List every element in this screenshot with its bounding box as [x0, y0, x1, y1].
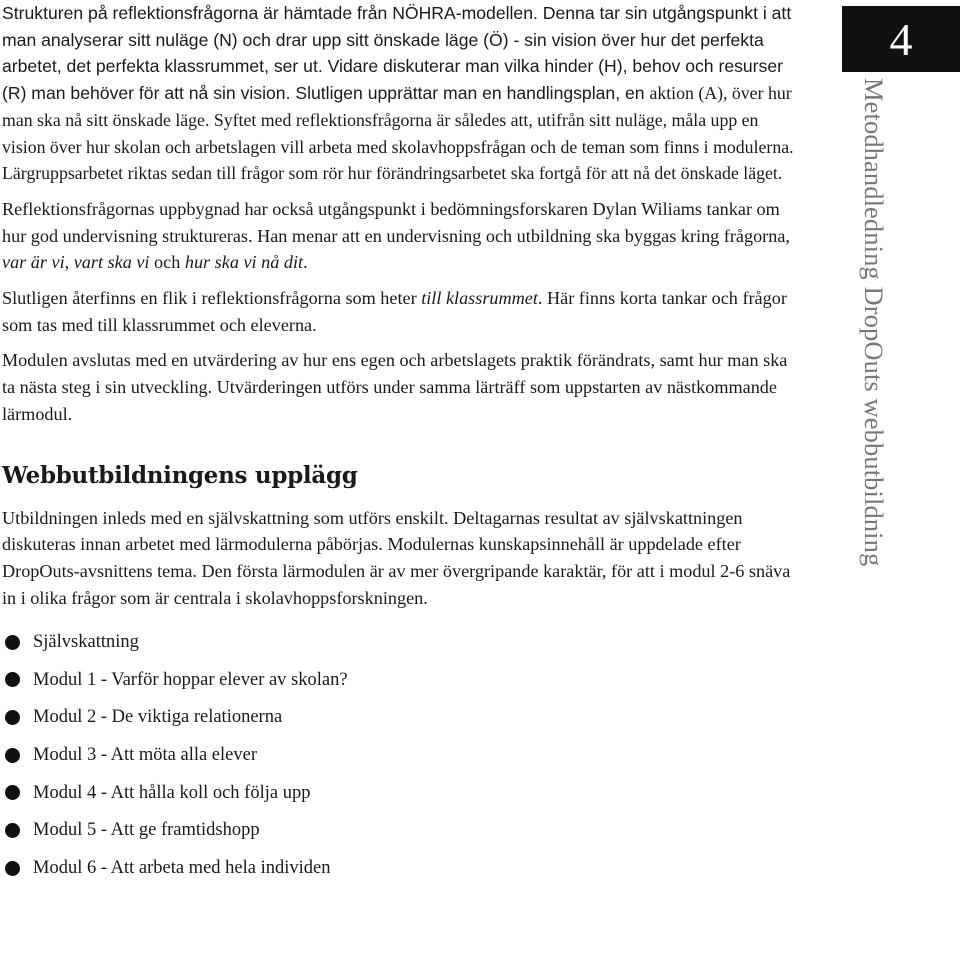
paragraph-dylan-wiliam-end: . [303, 252, 308, 273]
list-item [2, 849, 802, 887]
paragraph-utvardering: Modulen avslutas med en utvärdering av hur ens egen och arbetslagets praktik förändrats, samt hur man ska ta nästa steg i sin utveckling. Utvärderingen utförs under samma lärträff som uppstarten av nästkommande lärmodul. [2, 350, 788, 424]
list-item-label: Modul 4 - Att hålla koll och följa upp [33, 782, 311, 803]
paragraph-dylan-wiliam [2, 196, 802, 276]
bullet-icon [5, 710, 20, 725]
paragraph-dylan-wiliam-text: Reflektionsfrågornas uppbygnad har också utgångspunkt i bedömningsforskaren Dylan Wiliams tankar om hur god undervisning struktureras. Han menar att en undervisning och utbildning ska byggas kring frågorna, [2, 198, 790, 246]
bullet-icon [5, 748, 20, 763]
list-item-label: Modul 1 - Varför hoppar elever av skolan? [33, 669, 348, 690]
list-item [2, 661, 802, 699]
bullet-icon [5, 672, 20, 687]
emphasis-till-klassrummet: till klassrummet [421, 288, 538, 309]
chapter-number-badge [842, 6, 960, 72]
paragraph-dylan-wiliam-mid: och [149, 252, 185, 273]
paragraph-till-klassrummet-end: . Här finns korta tankar och frågor som tas med till klassrummet och eleverna. [2, 288, 787, 335]
emphasis-hur-ska-vi-na-dit: hur ska vi nå dit [184, 252, 304, 273]
side-running-title: Metodhandledning DropOuts webbutbildning [859, 78, 889, 567]
paragraph-nohra-part2: aktion (A), över hur man ska nå sitt önskade läge. Syftet med reflektionsfrågorna är således att, utifrån sitt nuläge, måla upp en vision över hur skolan och arbetslagen vill arbeta med skolavhoppsfrågan och de teman som finns i modulerna. Lärgruppsarbetet riktas sedan till frågor som rör hur förändringsarbetet ska fortgå för att nå det önskade läget. [2, 83, 794, 184]
bullet-icon [5, 635, 20, 650]
paragraph-till-klassrummet-text: Slutligen återfinns en flik i reflektionsfrågorna som heter [2, 288, 422, 309]
paragraph-nohra [2, 0, 802, 187]
section-paragraph: Utbildningen inleds med en självskattning som utförs enskilt. Deltagarnas resultat av självskattningen diskuteras innan arbetet med lärmodulerna påbörjas. Modulernas kunskapsinnehåll är uppdelade efter DropOuts-avsnittens tema. Den första lärmodulen är av mer övergripande karaktär, för att i modul 2-6 snäva in i olika frågor som är centrala i skolavhoppsforskningen. [2, 507, 791, 608]
list-item [2, 812, 802, 850]
list-item-label: Självskattning [33, 631, 139, 652]
chapter-number: 4 [889, 13, 913, 65]
emphasis-var-ar-vi: var är vi, vart ska vi [2, 252, 150, 273]
list-item-label: Modul 5 - Att ge framtidshopp [33, 820, 260, 841]
paragraph-nohra-part1: Strukturen på reflektionsfrågorna är hämtade från NÖHRA-modellen. Denna tar sin utgångspunkt i att man analyserar sitt nuläge (N) och drar upp sitt önskade läge (Ö) - sin vision över hur det perfekta arbetet, det perfekta klassrummet, ser ut. Vidare diskuterar man vilka hinder (H), behov och resurser (R) man behöver för att nå sin vision. Slutligen upprättar man en handlingsplan, en [2, 3, 792, 104]
bullet-icon [5, 785, 20, 800]
list-item-label: Modul 3 - Att möta alla elever [33, 744, 257, 765]
list-item-label: Modul 6 - Att arbeta med hela individen [33, 857, 331, 878]
bullet-icon [5, 823, 20, 838]
list-item [2, 774, 802, 812]
list-item [2, 623, 802, 661]
section-heading: Webbutbildningens upplägg [2, 461, 358, 489]
bullet-icon [5, 861, 20, 876]
list-item [2, 699, 802, 737]
list-item-label: Modul 2 - De viktiga relationerna [33, 707, 283, 728]
paragraph-till-klassrummet [2, 285, 802, 338]
list-item [2, 736, 802, 774]
page-content [2, 0, 802, 887]
module-list [2, 623, 802, 887]
